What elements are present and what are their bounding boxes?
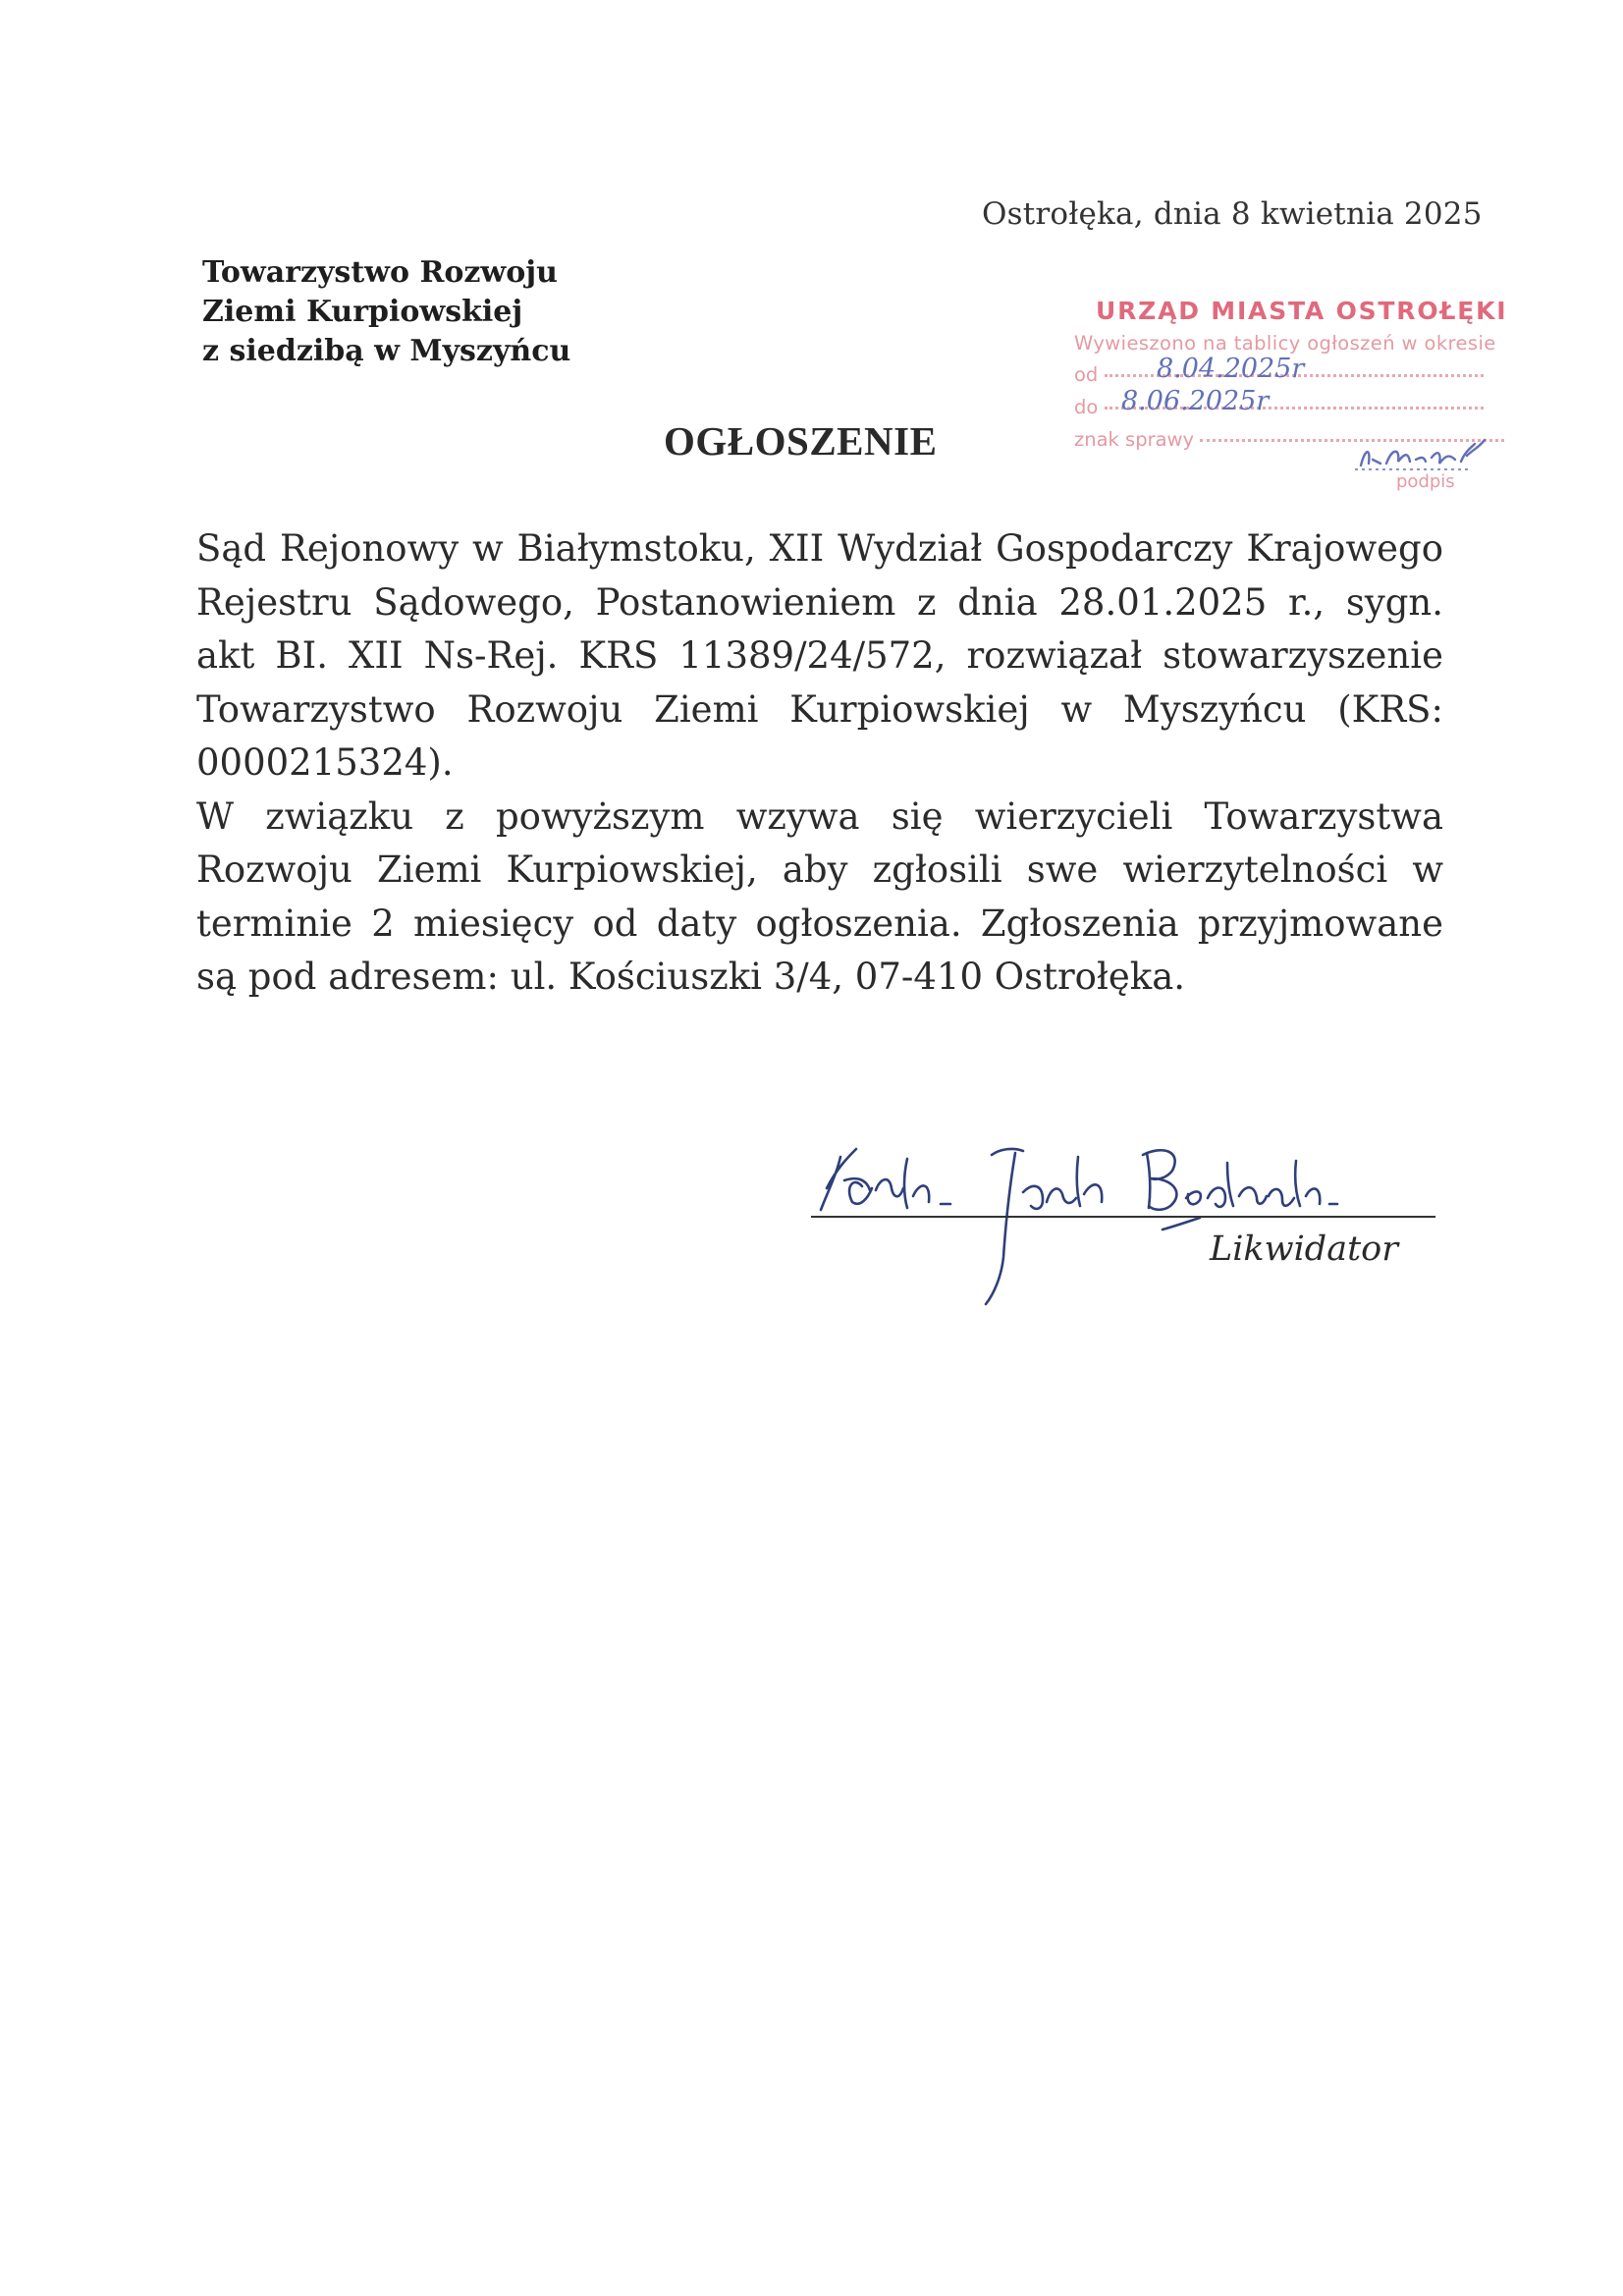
liquidator-signature [797,1129,1445,1326]
signature-role: Likwidator [1210,1230,1398,1269]
stamp-to-row [1074,386,1484,418]
sender-line-3: z siedzibą w Myszyńcu [202,334,571,368]
stamp-case-label: znak sprawy [1074,428,1195,451]
signature-line [811,1216,1435,1218]
place-date: Ostrołęka, dnia 8 kwietnia 2025 [982,196,1483,232]
sender-line-2: Ziemi Kurpiowskiej [202,295,523,329]
stamp-from-value: 8.04.2025r [1157,354,1305,384]
stamp-subtitle: Wywieszono na tablicy ogłoszeń w okresie [1074,332,1496,355]
stamp-to-label: do [1074,396,1099,418]
stamp-from-label: od [1074,363,1099,386]
announcement-body [196,522,1443,1005]
stamp-title: URZĄD MIASTA OSTROŁĘKI [1096,297,1508,325]
stamp-to-value: 8.06.2025r [1121,386,1270,416]
stamp-signature-label: podpis [1396,471,1455,492]
sender-block [202,253,654,371]
document-title: OGŁOSZENIE [664,418,938,464]
office-stamp [1072,285,1508,501]
stamp-signature-scribble [1347,430,1494,475]
announcement-paragraph-2: W związku z powyższym wzywa się wierzycieli Towarzystwa Rozwoju Ziemi Kurpiowskiej, aby zgłosili swe wierzytelności w terminie 2 miesięcy od daty ogłoszenia. Zgłoszenia przyjmowane są pod adresem: ul. Kościuszki 3/4, 07-410 Ostrołęka. [196,794,1443,998]
announcement-paragraph-1: Sąd Rejonowy w Białymstoku, XII Wydział Gospodarczy Krajowego Rejestru Sądowego, Postanowieniem z dnia 28.01.2025 r., sygn. akt BI. XII Ns-Rej. KRS 11389/24/572, rozwiązał stowarzyszenie Towarzystwo Rozwoju Ziemi Kurpiowskiej w Myszyńcu (KRS: 0000215324). [196,527,1443,784]
stamp-from-row [1074,354,1484,386]
sender-line-1: Towarzystwo Rozwoju [202,255,558,290]
